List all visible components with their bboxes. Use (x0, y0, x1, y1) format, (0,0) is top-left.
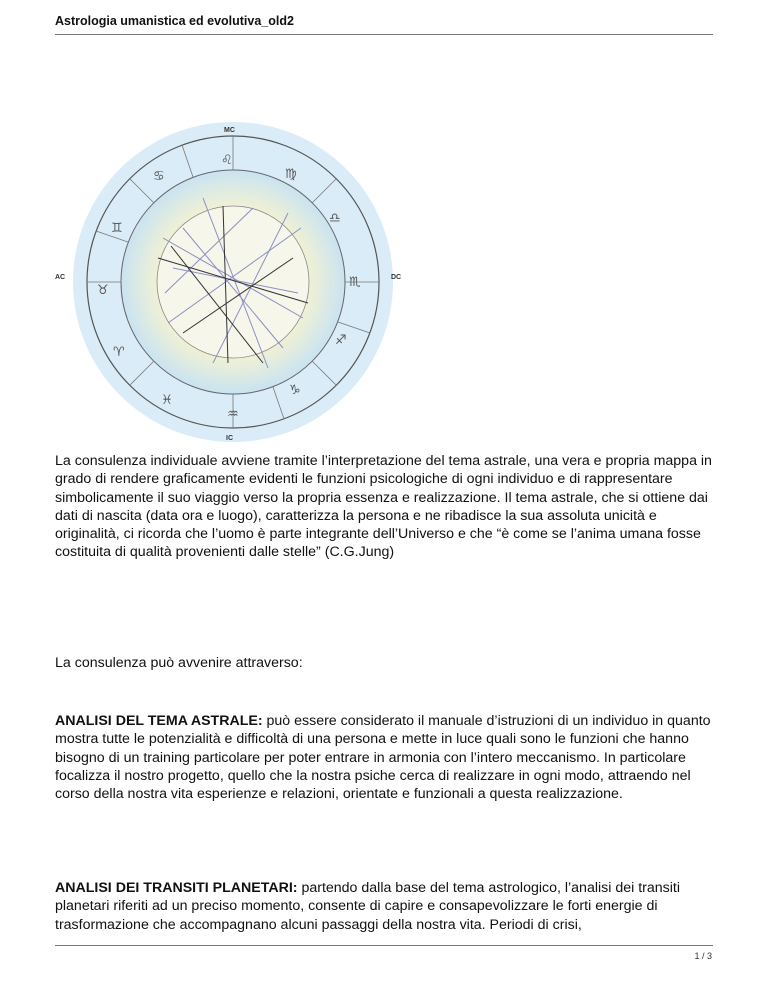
chart-label-ac: AC (55, 274, 66, 281)
svg-text:♍: ♍ (285, 167, 297, 182)
chart-label-ic: IC (226, 435, 233, 442)
svg-text:♓: ♓ (161, 393, 173, 408)
svg-text:♊: ♊ (111, 221, 123, 236)
transiti-text: partendo dalla base del tema astrologico, l’analisi dei transiti planetari riferiti ad un preciso momento, consente di capire e consapevolizzare le forti energie di trasformazione che accompagnano alcuni passaggi della nostra vita. Periodi di crisi, (55, 880, 680, 933)
chart-label-dc: DC (391, 274, 402, 281)
transiti-heading: ANALISI DEI TRANSITI PLANETARI: (55, 880, 298, 896)
tema-astrale-paragraph (55, 712, 715, 803)
footer-divider (55, 945, 713, 946)
svg-text:♏: ♏ (349, 275, 361, 290)
document-header-title: Astrologia umanistica ed evolutiva_old2 (55, 14, 294, 28)
consultation-methods-paragraph: La consulenza può avvenire attraverso: (55, 655, 303, 671)
tema-astrale-heading: ANALISI DEL TEMA ASTRALE: (55, 713, 263, 729)
svg-text:♒: ♒ (227, 407, 239, 422)
svg-text:♐: ♐ (335, 333, 347, 348)
svg-text:♌: ♌ (221, 153, 233, 168)
chart-label-mc: MC (224, 127, 235, 134)
svg-text:♉: ♉ (97, 283, 109, 298)
svg-text:♈: ♈ (113, 345, 125, 360)
intro-paragraph: La consulenza individuale avviene tramite l’interpretazione del tema astrale, una vera e propria mappa in grado di rendere graficamente evidenti le funzioni psicologiche di ogni individuo e di rappresentare simbolicamente il suo viaggio verso la propria essenza e realizzazione. Il tema astrale, che si ottiene dai dati di nascita (data ora e luogo), caratterizza la persona e ne ribadisce la sua assoluta unicità e originalità, ci ricorda che l’uomo è parte integrante dell’Universo e che “è come se l’anima umana fosse costituita di qualità provenienti dalle stelle” (C.G.Jung) (55, 453, 712, 561)
svg-text:♎: ♎ (329, 211, 341, 226)
transiti-paragraph (55, 879, 715, 934)
tema-astrale-text: può essere considerato il manuale d’istruzioni di un individuo in quanto mostra tutte le potenzialità e difficoltà di una persona e mette in luce quali sono le funzioni che hanno bisogno di un training particolare per poter entrare in armonia con l’intero meccanismo. In particolare focalizza il nostro progetto, quello che la nostra psiche cerca di realizzare in ogni modo, attraendo nel corso della nostra vita esperienze e relazioni, orientate e funzionali a questa realizzazione. (55, 713, 711, 803)
page-number: 1 / 3 (694, 951, 712, 961)
svg-text:♑: ♑ (289, 383, 301, 398)
svg-text:♋: ♋ (153, 169, 165, 184)
natal-chart-image (53, 118, 413, 448)
header-divider (55, 34, 713, 35)
